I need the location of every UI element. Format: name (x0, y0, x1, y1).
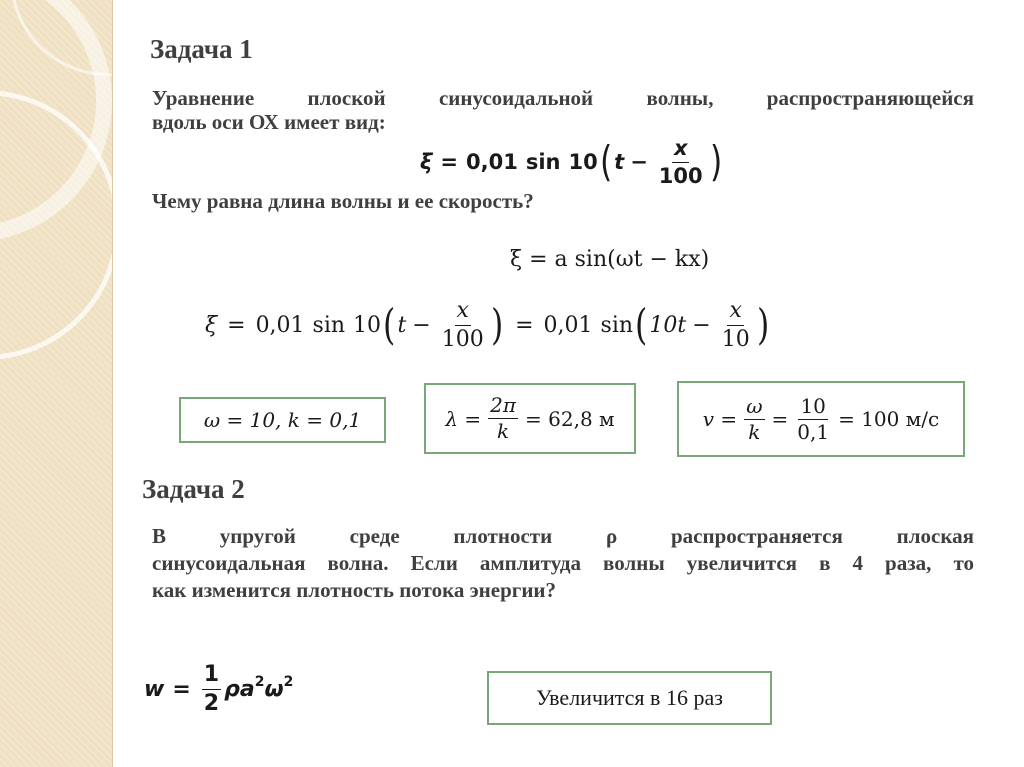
amplitude-symbol: a (239, 676, 255, 702)
xi-symbol: ξ (205, 312, 218, 338)
sin-function: sin (525, 150, 561, 174)
task2-statement-line3: как изменится плотность потока энергии? (152, 578, 557, 602)
minus-sign: − (692, 312, 711, 338)
amplitude-value: 0,01 (466, 150, 518, 174)
fraction-one-half (202, 663, 221, 714)
task1-question: Чему равна длина волны и ее скорость? (152, 189, 534, 213)
numerator: 1 (202, 663, 221, 689)
phase-term: 10t (649, 312, 687, 338)
numerator: x (672, 137, 690, 162)
result-box-velocity (677, 381, 965, 457)
task2-title: Задача 2 (142, 474, 245, 504)
fraction-x-over-100 (440, 299, 486, 350)
equals-sign: = (771, 407, 789, 431)
xi-symbol: ξ (420, 150, 433, 174)
denominator: 100 (441, 326, 484, 352)
minus-sign: − (630, 150, 648, 174)
answer-text: Увеличится в 16 раз (536, 685, 723, 710)
exponent: 2 (254, 674, 265, 690)
wavelength-formula (445, 395, 614, 442)
sin-function: sin (312, 312, 346, 338)
result-box-omega-k (179, 397, 386, 443)
omega-coefficient: 10 (568, 150, 598, 174)
minus-sign: − (412, 312, 431, 338)
numerator: x (455, 299, 471, 325)
sin-function: sin (600, 312, 634, 338)
velocity-formula (702, 393, 940, 444)
exponent: 2 (283, 674, 294, 690)
fraction-2pi-over-k (488, 395, 518, 442)
w-symbol: w (144, 676, 165, 702)
rho-symbol: ρ (224, 676, 240, 702)
denominator: 10 (721, 326, 750, 352)
task2-statement-line1: В упругой среде плотности ρ распространяется плоская (152, 524, 974, 548)
answer-box (487, 671, 772, 725)
denominator: 0,1 (797, 419, 830, 444)
omega-coefficient: 10 (353, 312, 382, 338)
wavelength-value: = 62,8 м (525, 406, 615, 431)
general-wave-equation: ξ = a sin(ωt − kx) (510, 247, 710, 272)
amplitude-value: 0,01 (255, 312, 305, 338)
equals-sign: = (227, 312, 246, 338)
velocity-value: = 100 м/с (838, 407, 940, 431)
omega-symbol: ω (264, 676, 284, 702)
equals-sign: = (440, 150, 459, 174)
task1-statement-line1: Уравнение плоской синусоидальной волны, распространяющейся (152, 86, 974, 110)
task1-title: Задача 1 (150, 34, 253, 64)
result-box-wavelength (424, 383, 636, 454)
time-variable: t (614, 150, 625, 174)
task1-statement-line2: вдоль оси ОХ имеет вид: (152, 110, 386, 134)
denominator: 2 (203, 690, 220, 716)
fraction-10-over-01 (795, 393, 831, 444)
numerator: 10 (800, 393, 826, 418)
denominator: k (497, 419, 510, 443)
equals-sign: = (172, 676, 191, 702)
task2-statement-line2: синусоидальная волна. Если амплитуда волны увеличится в 4 раза, то (152, 551, 974, 575)
equals-sign: = (515, 312, 534, 338)
time-variable: t (397, 312, 407, 338)
numerator: x (727, 299, 743, 325)
amplitude-value: 0,01 (543, 312, 593, 338)
decorative-side-panel (0, 0, 112, 767)
expanded-wave-equation: ξ = 0,01 sin 10 ( t − $\frac{x}{100}$ ) = 0,01 sin ( 10t − $\frac{x}{10}$ ) (205, 298, 770, 352)
numerator: ω (746, 393, 763, 418)
given-wave-equation: ξ = 0,01 sin 10 ( t − $\frac{x}{100}$ ) (420, 136, 722, 188)
fraction-x-over-100 (657, 137, 705, 186)
velocity-lhs: v = (702, 407, 738, 431)
fraction-x-over-10 (720, 299, 752, 350)
energy-density-formula (144, 651, 293, 727)
denominator: k (748, 419, 761, 444)
denominator: 100 (658, 163, 703, 188)
omega-k-values: ω = 10, k = 0,1 (203, 408, 362, 432)
lambda-lhs: λ = (445, 406, 482, 431)
side-panel-border (112, 0, 113, 767)
numerator: 2π (490, 393, 517, 417)
fraction-omega-over-k (744, 393, 764, 444)
